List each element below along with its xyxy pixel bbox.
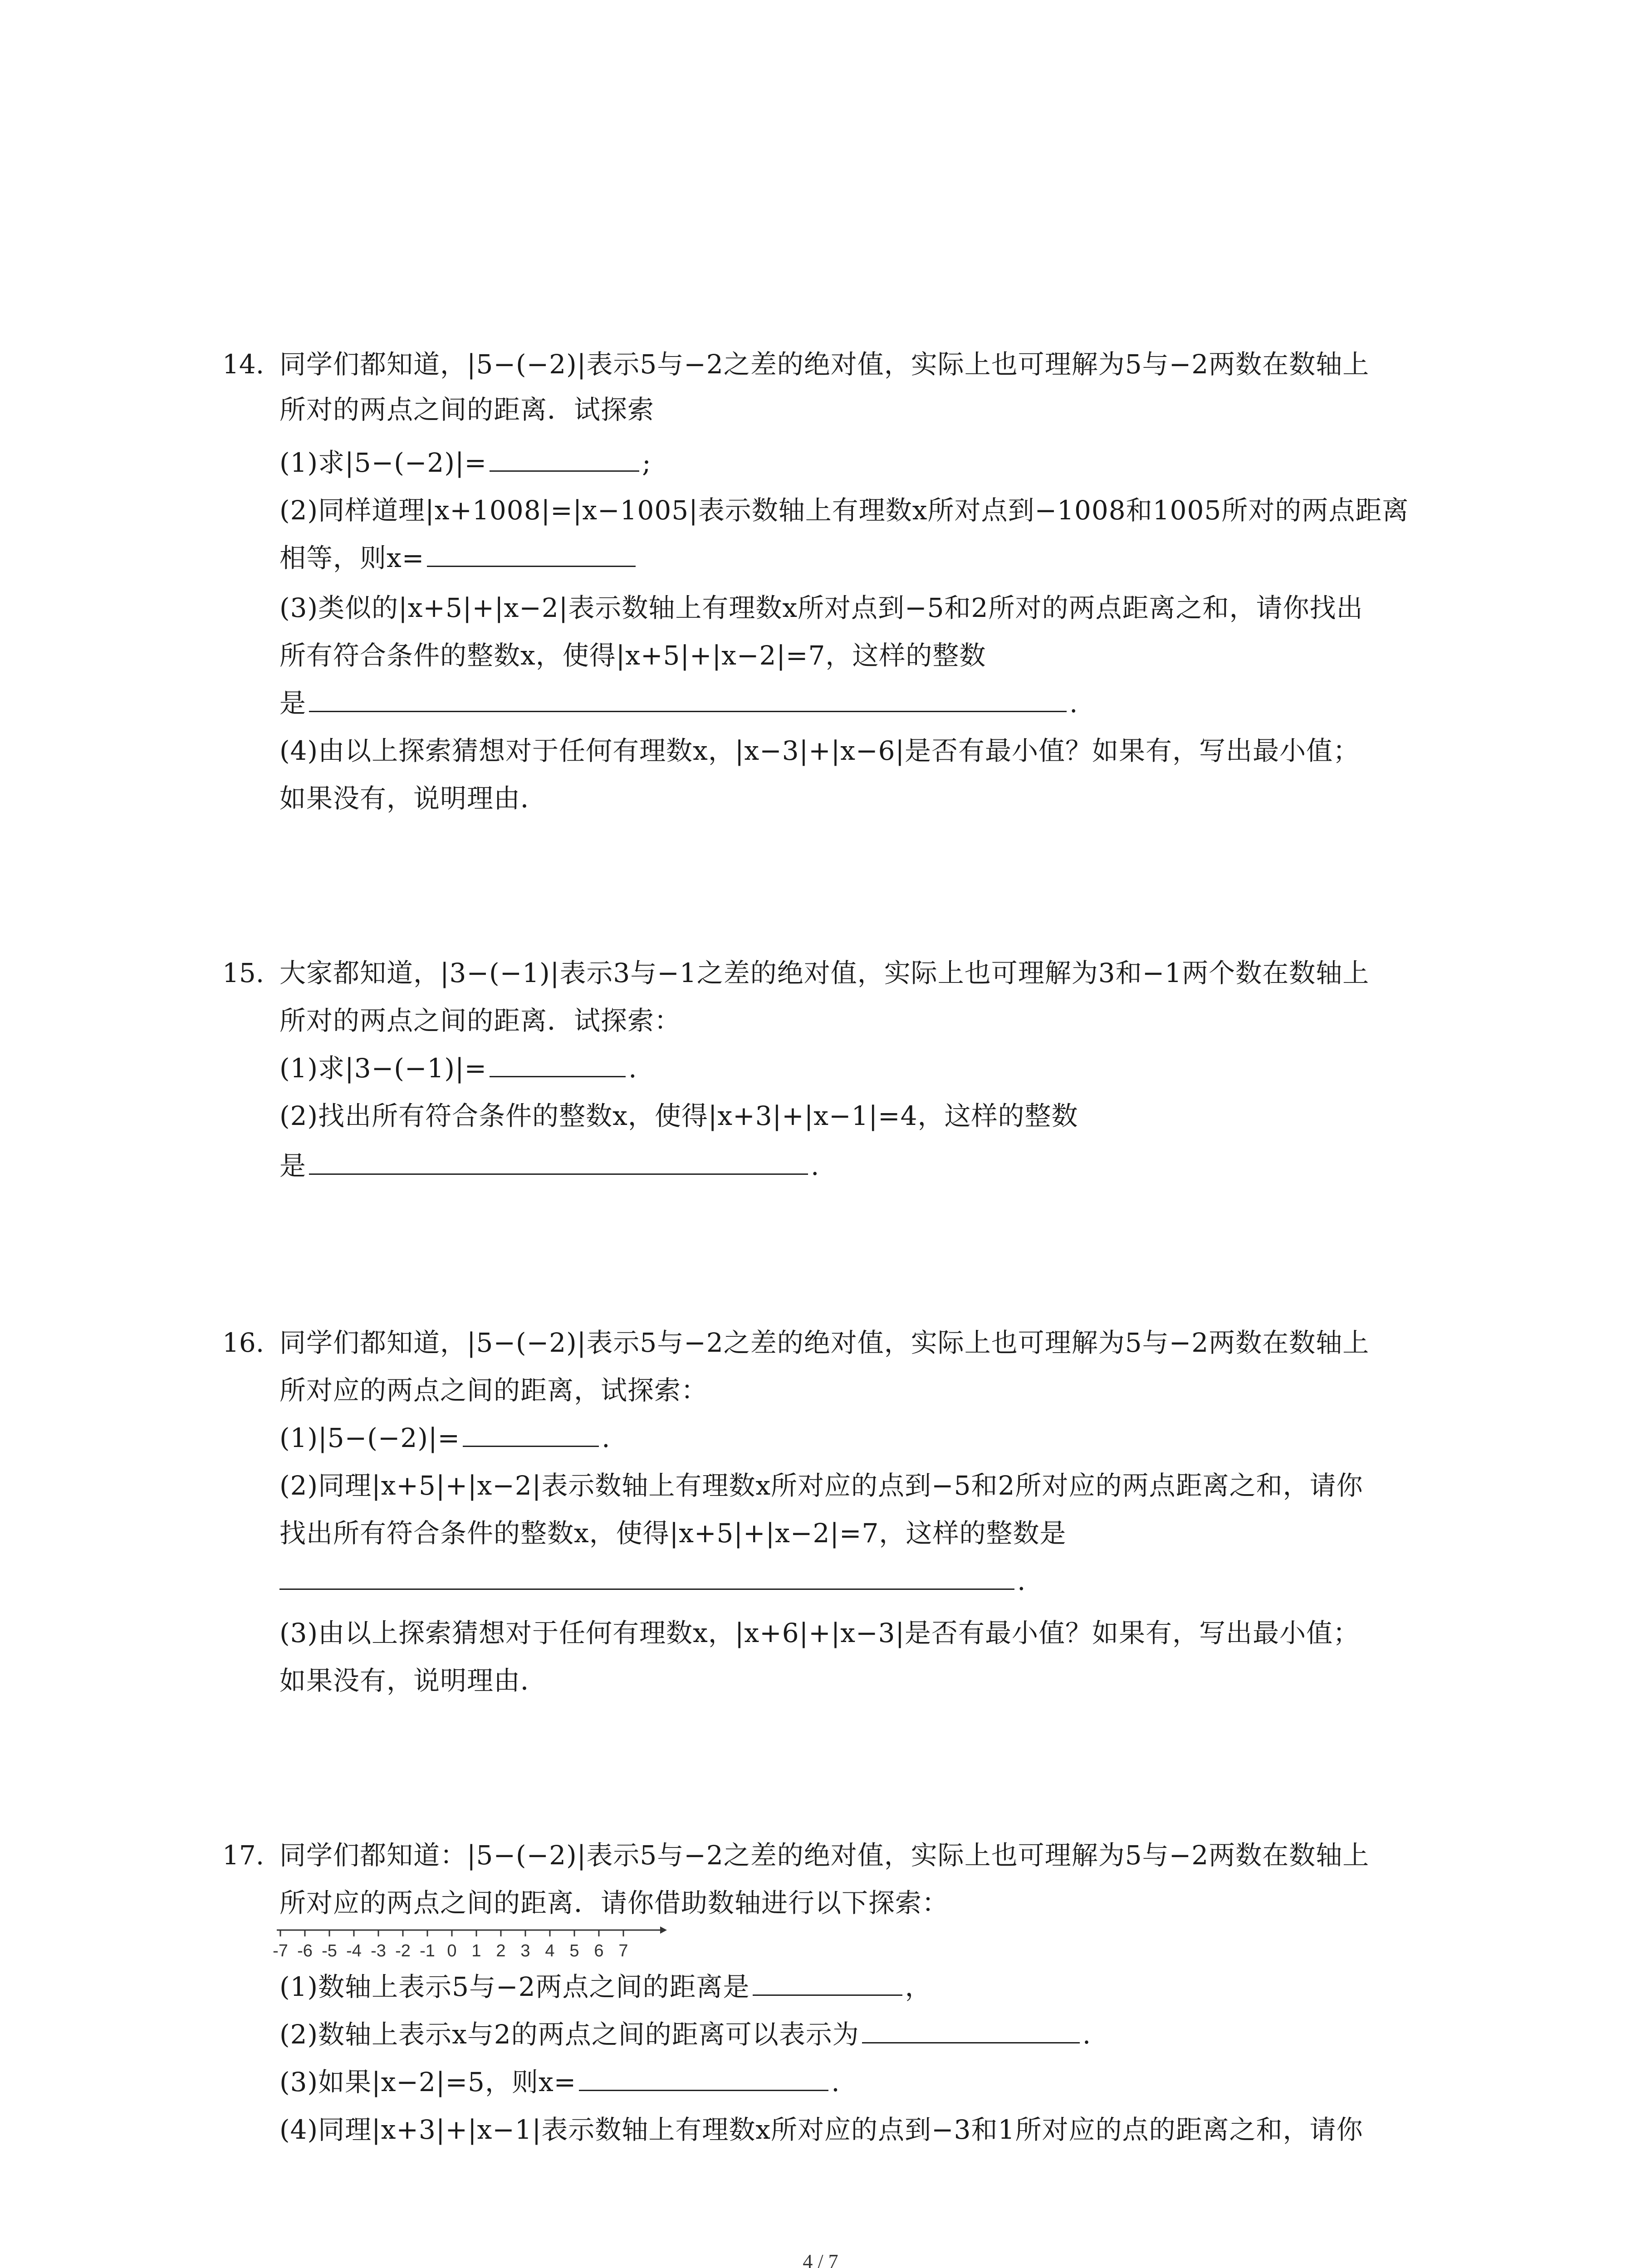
sub-question-2-answer <box>279 1150 819 1182</box>
question-text: 大家都知道，|3−(−1)|表示3与−1之差的绝对值，实际上也可理解为3和−1两个数在数轴上 <box>279 958 1370 988</box>
prompt-text: (3)如果|x−2|=5，则x= <box>279 2067 577 2097</box>
question-text: 所有符合条件的整数x，使得|x+5|+|x−2|=7，这样的整数 <box>279 640 986 671</box>
question-text: 所对的两点之间的距离．试探索： <box>279 1005 681 1036</box>
number-line-tick-label: -4 <box>346 1941 362 1960</box>
number-line-tick-label: -7 <box>273 1941 288 1960</box>
answer-blank[interactable] <box>579 2066 828 2091</box>
answer-blank[interactable] <box>309 1150 808 1175</box>
question-text: 所对应的两点之间的距离，试探索： <box>279 1375 708 1406</box>
number-line-tick-label: -3 <box>371 1941 386 1960</box>
sub-question-1 <box>279 447 652 479</box>
answer-blank[interactable] <box>490 447 639 472</box>
prompt-text: (1)求|3−(−1)|= <box>279 1053 487 1084</box>
number-line-tick-label: -1 <box>420 1941 435 1960</box>
sub-question-3-answer <box>279 687 1078 719</box>
sub-question-1 <box>279 1422 611 1454</box>
prompt-text: 是 <box>279 688 307 719</box>
number-line-tick-label: -5 <box>322 1941 337 1960</box>
answer-blank[interactable] <box>753 1971 902 1996</box>
prompt-text: 是 <box>279 1150 307 1181</box>
number-line-tick-label: 1 <box>471 1941 481 1960</box>
sub-question-2 <box>279 2019 1091 2050</box>
punctuation: ， <box>905 1971 932 2002</box>
punctuation: ; <box>642 447 652 478</box>
number-line-tick-label: 7 <box>618 1941 628 1960</box>
number-line-tick-label: 5 <box>569 1941 579 1960</box>
sub-question-2: (2)同样道理|x+1008|=|x−1005|表示数轴上有理数x所对点到−1008和1005所对的两点距离 <box>279 495 1409 526</box>
number-line-ticks <box>273 1930 628 1960</box>
sub-question-3: (3)由以上探索猜想对于任何有理数x，|x+6|+|x−3|是否有最小值？如果有，写出最小值； <box>279 1618 1360 1648</box>
question-number: 14. <box>222 349 265 380</box>
punctuation: . <box>602 1422 611 1453</box>
sub-question-2: (2)同理|x+5|+|x−2|表示数轴上有理数x所对应的点到−5和2所对应的两点距离之和，请你 <box>279 1470 1363 1501</box>
punctuation: . <box>1069 688 1078 719</box>
number-line-tick-label: 4 <box>545 1941 555 1960</box>
question-number: 17. <box>222 1840 265 1871</box>
sub-question-4: (4)同理|x+3|+|x−1|表示数轴上有理数x所对应的点到−3和1所对应的点的距离之和，请你 <box>279 2114 1363 2145</box>
question-text: 所对的两点之间的距离．试探索 <box>279 394 655 425</box>
prompt-text: (1)求|5−(−2)|= <box>279 447 487 478</box>
sub-question-3 <box>279 2066 840 2098</box>
punctuation: . <box>1082 2019 1092 2050</box>
sub-question-4: (4)由以上探索猜想对于任何有理数x，|x−3|+|x−6|是否有最小值？如果有，写出最小值； <box>279 735 1360 766</box>
number-line-tick-label: 3 <box>520 1941 530 1960</box>
question-text: 如果没有，说明理由． <box>279 783 548 814</box>
sub-question-2-answer <box>279 542 638 574</box>
answer-blank[interactable] <box>463 1422 599 1447</box>
question-number: 16. <box>222 1327 265 1358</box>
sub-question-2-answer <box>279 1565 1026 1597</box>
number-line-arrow <box>660 1926 667 1934</box>
sub-question-3: (3)类似的|x+5|+|x−2|表示数轴上有理数x所对点到−5和2所对的两点距离之和，请你找出 <box>279 592 1363 623</box>
punctuation: . <box>1017 1565 1026 1596</box>
number-line-tick-label: -6 <box>297 1941 313 1960</box>
number-line <box>273 1921 667 1971</box>
question-text: 所对应的两点之间的距离．请你借助数轴进行以下探索： <box>279 1887 949 1918</box>
number-line-tick-label: 6 <box>594 1941 604 1960</box>
answer-blank[interactable] <box>862 2019 1080 2043</box>
number-line-tick-label: 2 <box>496 1941 506 1960</box>
sub-question-1 <box>279 1052 637 1084</box>
question-number: 15. <box>222 958 265 988</box>
punctuation: . <box>811 1150 820 1181</box>
prompt-text: 相等，则x= <box>279 543 425 573</box>
question-text: 同学们都知道，|5−(−2)|表示5与−2之差的绝对值，实际上也可理解为5与−2两数在数轴上 <box>279 1327 1370 1358</box>
number-line-tick-label: -2 <box>395 1941 411 1960</box>
prompt-text: (1)数轴上表示5与−2两点之间的距离是 <box>279 1971 750 2002</box>
answer-blank[interactable] <box>309 687 1067 712</box>
answer-blank[interactable] <box>427 542 636 567</box>
prompt-text: (1)|5−(−2)|= <box>279 1422 460 1453</box>
sub-question-1 <box>279 1971 932 2003</box>
question-text: 同学们都知道：|5−(−2)|表示5与−2之差的绝对值，实际上也可理解为5与−2两数在数轴上 <box>279 1840 1370 1871</box>
number-line-tick-label: 0 <box>447 1941 457 1960</box>
punctuation: . <box>831 2067 840 2097</box>
page-number: 4 / 7 <box>803 2250 838 2268</box>
punctuation: . <box>628 1053 637 1084</box>
prompt-text: (2)数轴上表示x与2的两点之间的距离可以表示为 <box>279 2019 859 2050</box>
question-text: 同学们都知道，|5−(−2)|表示5与−2之差的绝对值，实际上也可理解为5与−2两数在数轴上 <box>279 349 1370 380</box>
answer-blank[interactable] <box>279 1565 1014 1590</box>
sub-question-2: (2)找出所有符合条件的整数x，使得|x+3|+|x−1|=4，这样的整数 <box>279 1100 1078 1131</box>
question-text: 找出所有符合条件的整数x，使得|x+5|+|x−2|=7，这样的整数是 <box>279 1518 1067 1549</box>
question-text: 如果没有，说明理由． <box>279 1665 548 1696</box>
answer-blank[interactable] <box>490 1052 626 1077</box>
